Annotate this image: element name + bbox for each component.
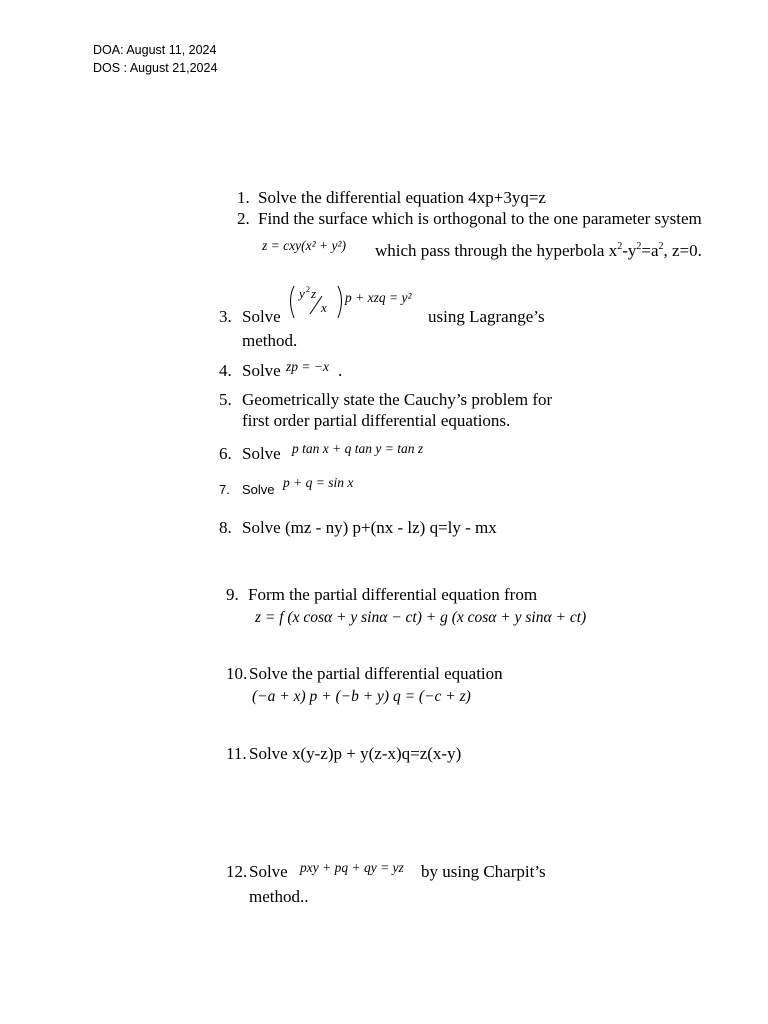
question-2-tail: which pass through the hyperbola $x^2-y^2=a^2$, z=0.	[375, 241, 702, 260]
question-6-solve: Solve	[242, 444, 281, 463]
question-10-number: 10.	[226, 664, 248, 683]
question-5-text: Geometrically state the Cauchy’s problem for	[242, 390, 553, 409]
question-4-number: 4.	[219, 361, 232, 380]
question-12-solve: Solve	[249, 862, 288, 881]
svg-text:z: z	[311, 286, 317, 301]
question-3-equation: p + xzq = y²	[345, 290, 412, 305]
question-5-number: 5.	[219, 390, 232, 409]
question-8-number: 8.	[219, 518, 232, 537]
question-3-solve: Solve	[242, 307, 281, 326]
question-12-equation: pxy + pq + qy = yz	[300, 860, 404, 875]
question-6-number: 6.	[219, 444, 232, 463]
dos-line: DOS : August 21,2024	[93, 61, 218, 75]
question-4-period: .	[338, 361, 343, 380]
question-2-number: 2.	[237, 209, 250, 228]
question-4-solve: Solve	[242, 361, 281, 380]
doa-line: DOA: August 11, 2024	[93, 43, 217, 57]
question-7-number: 7.	[219, 482, 230, 497]
svg-text:y: y	[299, 286, 305, 301]
question-6-equation: p tan x + q tan y = tan z	[292, 441, 424, 456]
svg-text:2: 2	[306, 285, 310, 294]
question-12-tail: by using Charpit’s	[421, 862, 546, 881]
question-3-tail2: method.	[242, 331, 298, 350]
question-9-number: 9.	[226, 585, 239, 604]
question-2-text: Find the surface which is orthogonal to the one parameter system	[258, 209, 702, 228]
question-1-number: 1.	[237, 188, 250, 207]
question-1-text: Solve the differential equation 4xp+3yq=z	[258, 188, 546, 207]
question-7-solve: Solve	[242, 482, 275, 497]
question-8-text: Solve (mz - ny) p+(nx - lz) q=ly - mx	[242, 518, 497, 537]
question-12-number: 12.	[226, 862, 248, 881]
svg-text:x: x	[321, 300, 327, 315]
question-11-text: Solve x(y-z)p + y(z-x)q=z(x-y)	[249, 744, 462, 763]
question-10-equation: (−a + x) p + (−b + y) q = (−c + z)	[252, 688, 471, 705]
question-3-number: 3.	[219, 307, 232, 326]
question-9-equation: z = f (x cosα + y sinα − ct) + g (x cosα + y sinα + ct)	[255, 609, 587, 626]
question-10-text: Solve the partial differential equation	[249, 664, 503, 683]
question-4-equation: zp = −x	[286, 359, 329, 374]
question-5-text2: first order partial differential equations.	[242, 411, 511, 430]
question-2-equation: z = cxy(x² + y²)	[262, 238, 347, 253]
question-3-tail: using Lagrange’s	[428, 307, 545, 326]
question-9-text: Form the partial differential equation from	[248, 585, 538, 604]
question-11-number: 11.	[226, 744, 247, 763]
question-12-tail2: method..	[249, 887, 309, 906]
question-3-fraction	[286, 282, 346, 322]
question-7-equation: p + q = sin x	[283, 475, 354, 490]
